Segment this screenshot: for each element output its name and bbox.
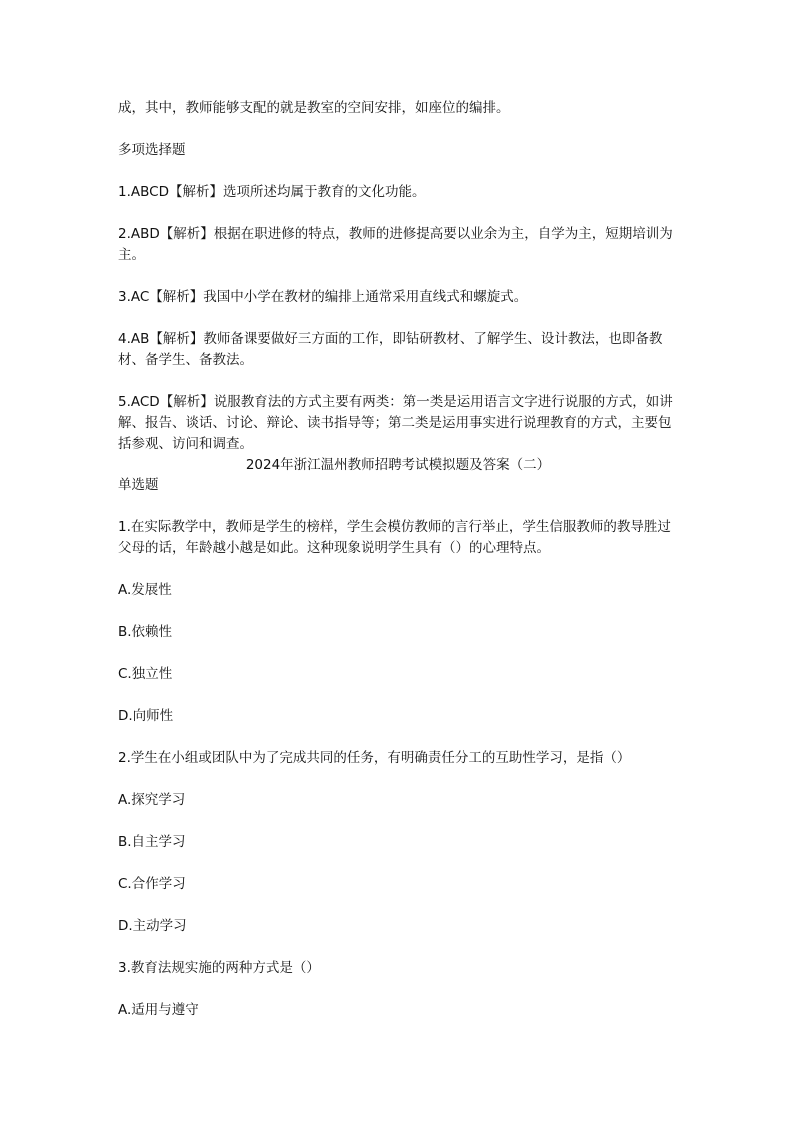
question-1-option-b: B.依赖性 <box>118 624 173 640</box>
question-3-option-a: A.适用与遵守 <box>118 1002 199 1018</box>
multi-answer-1: 1.ABCD【解析】选项所述均属于教育的文化功能。 <box>118 184 426 200</box>
question-1-stem: 1.在实际教学中，教师是学生的榜样，学生会模仿教师的言行举止，学生信服教师的教导胜过父母的话，年龄越小越是如此。这种现象说明学生具有（）的心理特点。 <box>118 519 671 556</box>
multi-answer-2: 2.ABD【解析】根据在职进修的特点，教师的进修提高要以业余为主，自学为主，短期培训为主。 <box>118 226 673 263</box>
question-2-option-d: D.主动学习 <box>118 918 187 934</box>
document-page <box>118 98 678 1021</box>
question-1-option-d: D.向师性 <box>118 708 174 724</box>
single-choice-heading: 单选题 <box>118 477 159 493</box>
question-2-stem: 2.学生在小组或团队中为了完成共同的任务，有明确责任分工的互助性学习，是指（） <box>118 750 631 766</box>
question-2-option-c: C.合作学习 <box>118 876 186 892</box>
multi-answer-5: 5.ACD【解析】说服教育法的方式主要有两类：第一类是运用语言文字进行说服的方式，如讲解、报告、谈话、讨论、辩论、读书指导等；第二类是运用事实进行说理教育的方式，主要包括参观、访问和调查。 <box>118 394 673 452</box>
intro-paragraph: 成，其中，教师能够支配的就是教室的空间安排，如座位的编排。 <box>118 100 510 116</box>
question-2-option-b: B.自主学习 <box>118 834 186 850</box>
multi-answer-3: 3.AC【解析】我国中小学在教材的编排上通常采用直线式和螺旋式。 <box>118 289 528 305</box>
multi-answer-4: 4.AB【解析】教师备课要做好三方面的工作，即钻研教材、了解学生、设计教法，也即备教材、备学生、备教法。 <box>118 331 663 368</box>
question-2-option-a: A.探究学习 <box>118 792 186 808</box>
question-3-stem: 3.教育法规实施的两种方式是（） <box>118 960 320 976</box>
question-1-option-a: A.发展性 <box>118 582 172 598</box>
section-title: 2024年浙江温州教师招聘考试模拟题及答案（二） <box>245 457 551 473</box>
question-1-option-c: C.独立性 <box>118 666 173 682</box>
multi-choice-heading: 多项选择题 <box>118 142 186 158</box>
